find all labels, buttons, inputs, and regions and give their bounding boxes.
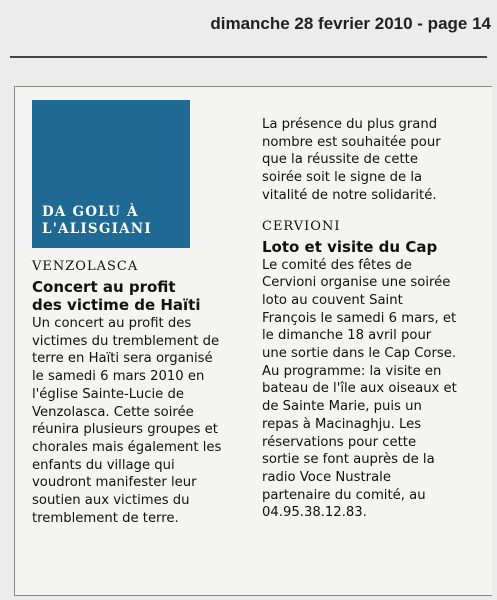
text-line: réservations pour cette xyxy=(262,434,417,450)
text-line: 04.95.38.12.83. xyxy=(262,505,367,521)
text-line: radio Voce Nustrale xyxy=(262,469,391,485)
text-line: voudront manifester leur xyxy=(32,475,197,491)
logo-line-1: DA GOLU À xyxy=(42,204,139,220)
text-line: tremblement de terre. xyxy=(32,510,179,526)
text-line: que la réussite de cette xyxy=(262,152,418,168)
right-body xyxy=(262,257,492,523)
text-line: chorales mais également les xyxy=(32,439,222,455)
text-line: de Sainte Marie, puis un xyxy=(262,399,422,415)
left-kicker: VENZOLASCA xyxy=(32,259,139,274)
text-line: bateau de l'île aux oiseaux et xyxy=(262,381,457,397)
continuation-body xyxy=(262,116,492,205)
text-line: enfants du village qui xyxy=(32,457,175,473)
text-line: soutien aux victimes du xyxy=(32,493,190,509)
text-line: victimes du tremblement de xyxy=(32,333,220,349)
text-line: loto au couvent Saint xyxy=(262,292,403,308)
text-line: partenaire du comité, au xyxy=(262,487,426,503)
section-logo xyxy=(32,100,190,248)
text-line: réunira plusieurs groupes et xyxy=(32,422,218,438)
text-line: l'église Sainte-Lucie de xyxy=(32,386,184,402)
text-line: François le samedi 6 mars, et xyxy=(262,310,457,326)
text-line: Un concert au profit des xyxy=(32,316,192,331)
text-line: vitalité de notre solidarité. xyxy=(262,187,437,203)
text-line: repas à Macinaghju. Les xyxy=(262,416,422,432)
text-line: soirée soit le signe de la xyxy=(262,170,423,186)
left-headline-line-1: Concert au profit xyxy=(32,278,176,296)
left-column xyxy=(32,100,250,527)
logo-text xyxy=(42,204,184,238)
header-rule xyxy=(10,56,487,58)
text-line: Cervioni organise une soirée xyxy=(262,275,451,291)
text-line: une sortie dans le Cap Corse. xyxy=(262,346,457,362)
text-line: nombre est souhaitée pour xyxy=(262,134,441,150)
left-headline-line-2: des victime de Haïti xyxy=(32,296,201,314)
right-headline: Loto et visite du Cap xyxy=(262,237,438,256)
page-header: dimanche 28 fevrier 2010 - page 14 xyxy=(210,14,491,33)
right-kicker: CERVIONI xyxy=(262,218,341,234)
text-line: terre en Haïti sera organisé xyxy=(32,351,213,367)
text-line: Le comité des fêtes de xyxy=(262,257,412,273)
left-body xyxy=(32,315,250,527)
text-line: Venzolasca. Cette soirée xyxy=(32,404,194,420)
text-line: Au programme: la visite en xyxy=(262,363,442,379)
text-line: le samedi 6 mars 2010 en xyxy=(32,369,205,385)
right-column xyxy=(262,116,492,522)
left-headline xyxy=(32,278,250,314)
text-line: sortie se font auprès de la xyxy=(262,452,435,468)
text-line: le dimanche 18 avril pour xyxy=(262,328,432,344)
text-line: La présence du plus grand xyxy=(262,117,438,132)
logo-line-2: L'ALISGIANI xyxy=(42,221,152,237)
